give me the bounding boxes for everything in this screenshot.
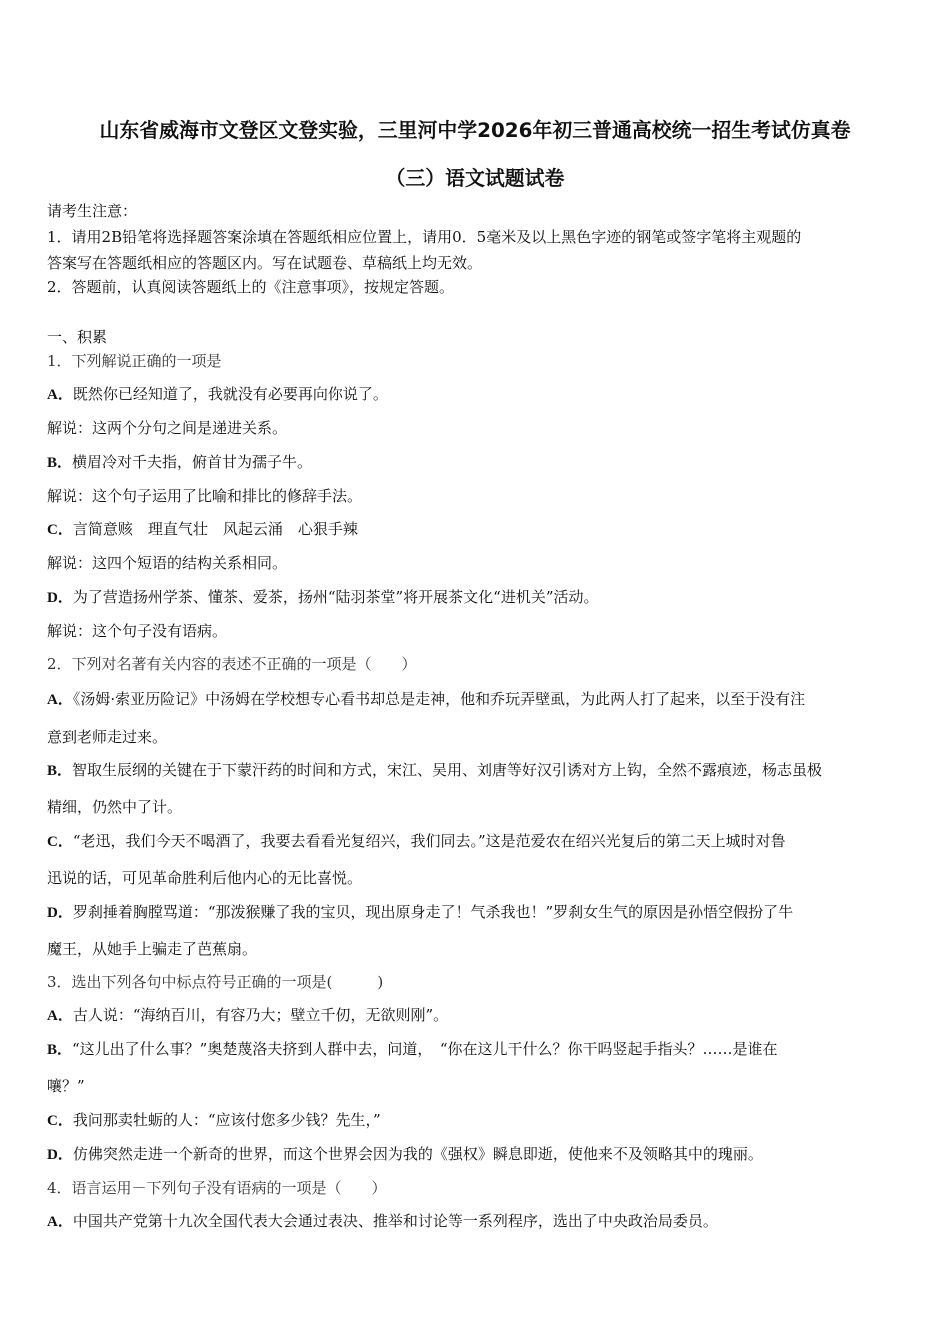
option-text: 言简意赅 理直气壮 风起云涌 心狠手辣 <box>72 520 358 538</box>
question-3-option-c <box>47 1110 381 1131</box>
question-1-option-d <box>47 587 599 608</box>
question-4-option-a <box>47 1211 718 1232</box>
option-text: 我问那卖牡蛎的人：“应该付您多少钱？先生，” <box>72 1111 381 1129</box>
notice-item-1b: 答案写在答题纸相应的答题区内。写在试题卷、草稿纸上均无效。 <box>47 254 483 272</box>
notice-item-2: 2．答题前，认真阅读答题纸上的《注意事项》，按规定答题。 <box>47 278 455 296</box>
question-1-stem: 1．下列解说正确的一项是 <box>47 352 222 370</box>
option-label: D． <box>47 590 73 606</box>
option-text: “这儿出了什么事？”奥楚蔑洛夫挤到人群中去，问道， “你在这儿干什么？你干吗竖起手指头？……是谁在 <box>72 1040 778 1058</box>
option-text: 古人说：“海纳百川，有容乃大；壁立千仞，无欲则刚”。 <box>72 1006 449 1024</box>
notice-heading: 请考生注意： <box>47 202 138 220</box>
option-text: 罗刹捶着胸膛骂道：“那泼猴赚了我的宝贝，现出原身走了！气杀我也！”罗刹女生气的原因是孙悟空假扮了牛 <box>72 903 794 921</box>
option-label: D． <box>47 905 73 921</box>
option-text: 《汤姆·索亚历险记》中汤姆在学校想专心看书却总是走神，他和乔玩弄壁虱，为此两人打了起来，以至于没有注 <box>72 690 806 708</box>
question-1-explanation-d: 解说：这个句子没有语病。 <box>47 622 228 640</box>
option-label: C． <box>47 834 73 850</box>
option-text: 智取生辰纲的关键在于下蒙汗药的时间和方式，宋江、吴用、刘唐等好汉引诱对方上钩，全然不露痕迹，杨志虽极 <box>72 761 823 779</box>
question-1-explanation-b: 解说：这个句子运用了比喻和排比的修辞手法。 <box>47 487 363 505</box>
question-2-option-b <box>47 760 822 781</box>
option-text: 为了营造扬州学茶、懂茶、爱茶，扬州“陆羽茶堂”将开展茶文化“进机关”活动。 <box>72 588 599 606</box>
question-2-option-c <box>47 831 786 852</box>
option-label: D． <box>47 1147 73 1163</box>
question-1-explanation-a: 解说：这两个分句之间是递进关系。 <box>47 419 288 437</box>
notice-item-1a: 1．请用2B铅笔将选择题答案涂填在答题纸相应位置上，请用0．5毫米及以上黑色字迹的钢笔或签字笔将主观题的 <box>47 228 802 246</box>
question-2-option-d-cont: 魔王，从她手上骗走了芭蕉扇。 <box>47 940 258 958</box>
option-label: B． <box>47 763 73 779</box>
question-1-explanation-c: 解说：这四个短语的结构关系相同。 <box>47 554 288 572</box>
question-3-stem: 3．选出下列各句中标点符号正确的一项是( ) <box>47 973 384 991</box>
option-label: A． <box>47 1008 73 1024</box>
question-3-option-b <box>47 1039 778 1060</box>
question-1-option-a <box>47 384 388 405</box>
option-text: 仿佛突然走进一个新奇的世界，而这个世界会因为我的《强权》瞬息即逝，使他来不及领略其中的瑰丽。 <box>72 1145 763 1163</box>
option-text: 中国共产党第十九次全国代表大会通过表决、推举和讨论等一系列程序，选出了中央政治局委员。 <box>72 1212 718 1230</box>
question-3-option-d <box>47 1144 763 1165</box>
section-title: 一、积累 <box>47 328 108 346</box>
option-label: C． <box>47 522 73 538</box>
question-1-option-b <box>47 452 312 473</box>
question-4-stem: 4．语言运用－下列句子没有语病的一项是（ ） <box>47 1179 387 1197</box>
option-text: 横眉冷对千夫指，俯首甘为孺子牛。 <box>72 453 313 471</box>
option-label: C． <box>47 1113 73 1129</box>
option-label: A． <box>47 1214 73 1230</box>
option-label: B． <box>47 455 73 471</box>
question-2-stem: 2．下列对名著有关内容的表述不正确的一项是（ ） <box>47 655 417 673</box>
option-text: 既然你已经知道了，我就没有必要再向你说了。 <box>72 385 388 403</box>
question-2-option-a <box>47 689 805 710</box>
question-2-option-a-cont: 意到老师走过来。 <box>47 728 168 746</box>
question-3-option-b-cont: 嚷？” <box>47 1077 85 1095</box>
page-title-line2: （三）语文试题试卷 <box>385 167 565 190</box>
question-2-option-d <box>47 902 793 923</box>
option-label: A． <box>47 692 73 708</box>
question-3-option-a <box>47 1005 448 1026</box>
option-label: B． <box>47 1042 73 1058</box>
question-2-option-c-cont: 迅说的话，可见革命胜利后他内心的无比喜悦。 <box>47 869 363 887</box>
question-2-option-b-cont: 精细，仍然中了计。 <box>47 798 183 816</box>
page-title-line1: 山东省威海市文登区文登实验，三里河中学2026年初三普通高校统一招生考试仿真卷 <box>99 119 851 142</box>
option-text: “老迅，我们今天不喝酒了，我要去看看光复绍兴，我们同去。”这是范爱农在绍兴光复后的第二天上城时对鲁 <box>72 832 786 850</box>
question-1-option-c <box>47 519 358 540</box>
option-label: A． <box>47 387 73 403</box>
